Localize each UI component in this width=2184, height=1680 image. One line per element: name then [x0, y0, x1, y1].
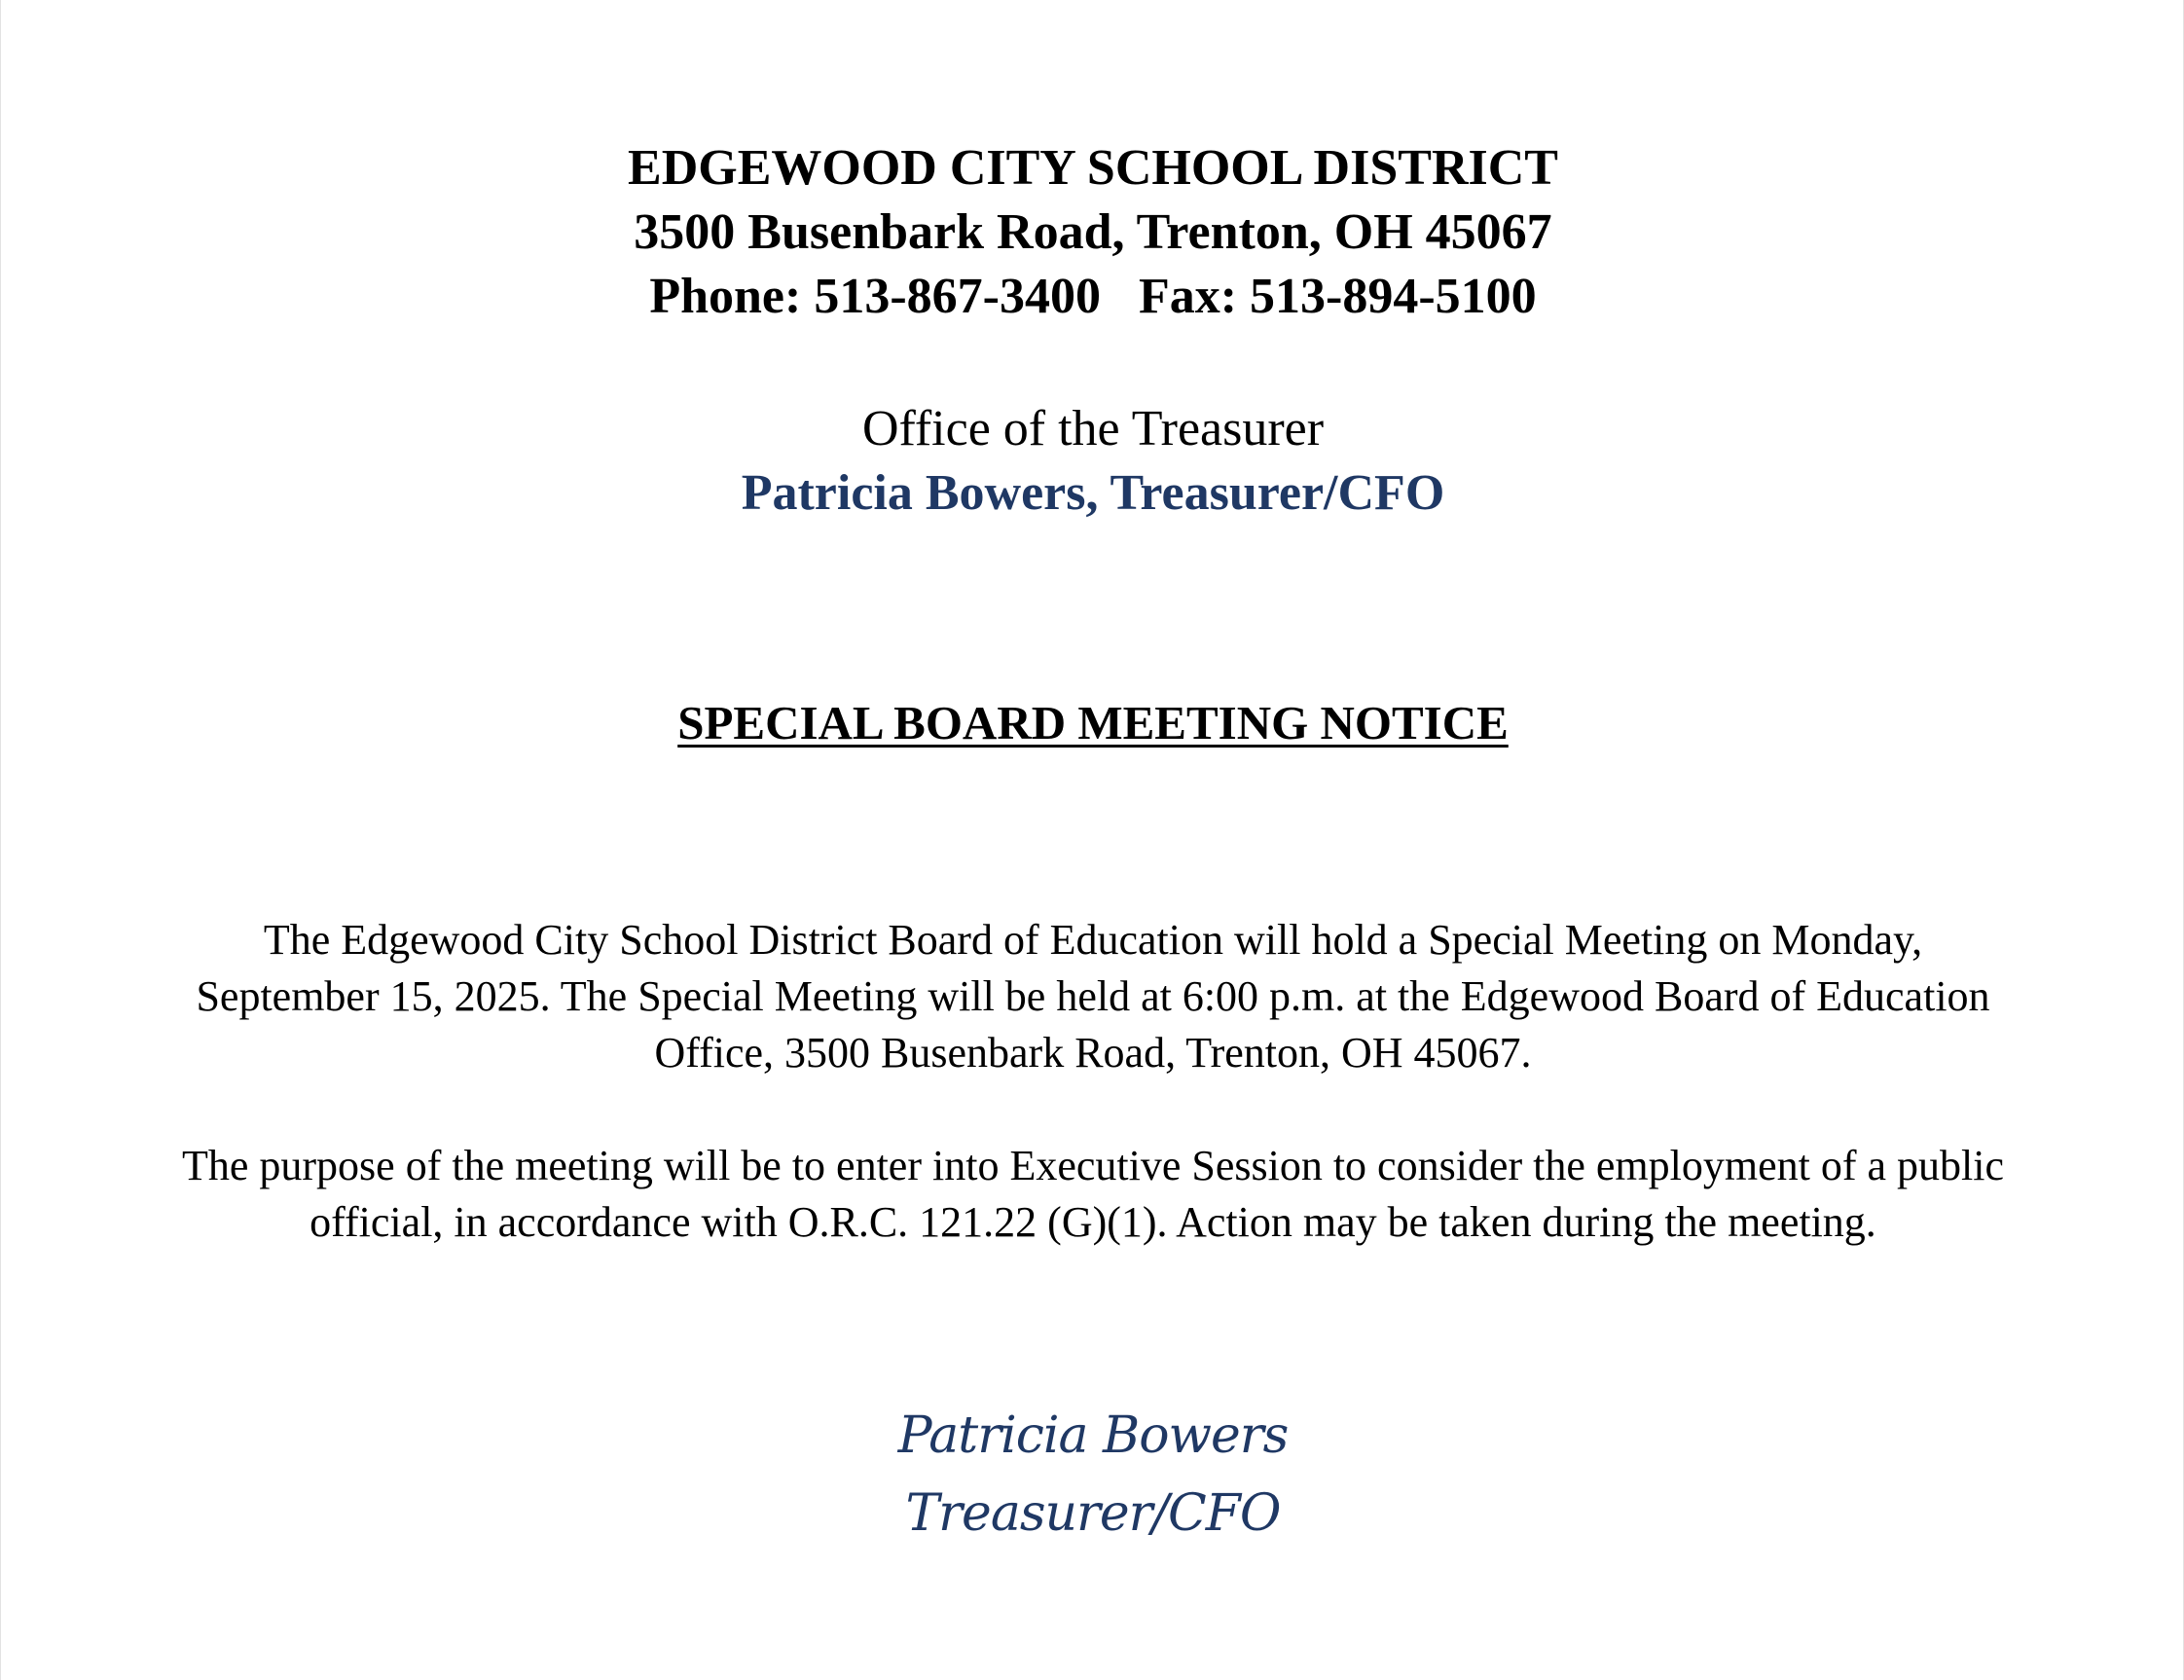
- office-title: Office of the Treasurer: [861, 401, 1325, 457]
- district-name: EDGEWOOD CITY SCHOOL DISTRICT: [628, 140, 1558, 196]
- signature-block: [1, 1397, 2184, 1552]
- notice-paragraph-meeting-details: The Edgewood City School District Board of Education will hold a Special Meeting on Monday, September 15, 2025. The Special Meeting will be held at 6:00 p.m. at the Edgewood Board of Education Office, 3500 Busenbark Road, Trenton, OH 45067.: [196, 916, 1990, 1077]
- signature-name: Patricia Bowers: [897, 1406, 1289, 1465]
- office-heading: [1, 397, 2184, 526]
- treasurer-name-title: Patricia Bowers, Treasurer/CFO: [741, 465, 1445, 521]
- letterhead: [1, 136, 2184, 329]
- district-contact: Phone: 513-867-3400 Fax: 513-894-5100: [649, 269, 1537, 324]
- notice-paragraph-purpose: The purpose of the meeting will be to enter into Executive Session to consider the employment of a public official, in accordance with O.R.C. 121.22 (G)(1). Action may be taken during the meeting.: [182, 1142, 2004, 1246]
- notice-title: [1, 691, 2184, 755]
- notice-title-text: SPECIAL BOARD MEETING NOTICE: [677, 696, 1509, 749]
- district-address: 3500 Busenbark Road, Trenton, OH 45067: [634, 204, 1552, 260]
- signature-title: Treasurer/CFO: [905, 1484, 1281, 1543]
